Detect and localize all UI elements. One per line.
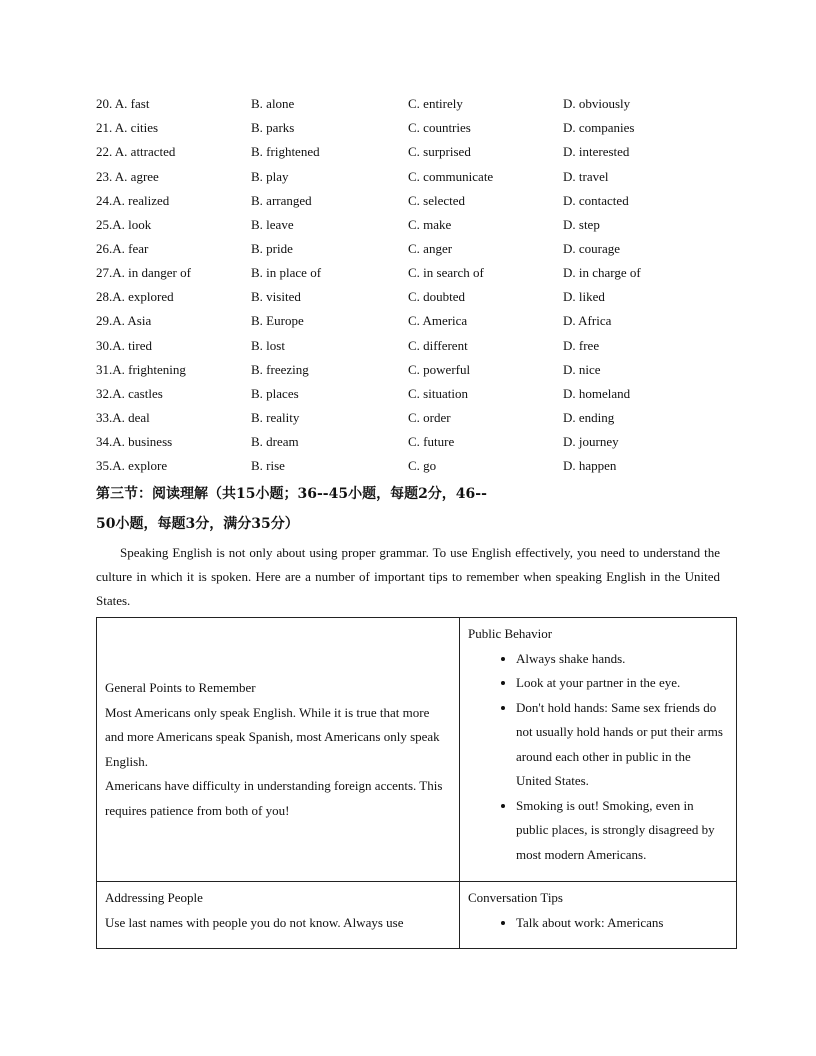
conversation-tips-title: Conversation Tips: [468, 890, 563, 905]
option-a: 21. A. cities: [96, 120, 159, 135]
list-item: • Talk about work: Americans: [516, 911, 728, 936]
option-a: 30.A. tired: [96, 338, 152, 353]
section-heading-line-1: 第三节：阅读理解（共15小题；36--45小题，每题2分，46--: [96, 486, 487, 502]
option-d: D. obviously: [563, 96, 631, 111]
option-row: [96, 334, 736, 358]
option-a: 32.A. castles: [96, 386, 163, 401]
option-d: D. happen: [563, 458, 617, 473]
option-b: B. reality: [251, 410, 300, 425]
general-points-paragraph: Most Americans only speak English. While it is true that more and more Americans speak Spanish, most Americans only speak English.: [105, 704, 440, 769]
option-c: C. communicate: [408, 169, 494, 184]
option-d: D. Africa: [563, 313, 612, 328]
option-d: D. free: [563, 338, 600, 353]
option-row: [96, 237, 736, 261]
option-row: [96, 358, 736, 382]
option-c: C. anger: [408, 241, 453, 256]
option-c: C. selected: [408, 193, 466, 208]
list-item: • Look at your partner in the eye.: [516, 671, 728, 696]
addressing-people-title: Addressing People: [105, 890, 203, 905]
intro-paragraph: Speaking English is not only about using proper grammar. To use English effectively, you need to understand the culture in which it is spoken. Here are a number of important tips to remember when speaking English in the United States.: [96, 545, 720, 608]
option-c: C. order: [408, 410, 451, 425]
option-b: B. lost: [251, 338, 285, 353]
option-b: B. pride: [251, 241, 293, 256]
option-c: C. future: [408, 434, 455, 449]
option-b: B. parks: [251, 120, 295, 135]
general-points-paragraph: Americans have difficulty in understanding foreign accents. This requires patience from both of you!: [105, 778, 443, 818]
option-a: 23. A. agree: [96, 169, 159, 184]
list-item: • Smoking is out! Smoking, even in public places, is strongly disagreed by most modern Americans.: [516, 794, 728, 868]
option-a: 35.A. explore: [96, 458, 168, 473]
option-c: C. entirely: [408, 96, 463, 111]
option-b: B. frightened: [251, 144, 320, 159]
table-row: [97, 618, 737, 882]
general-points-title: General Points to Remember: [105, 680, 256, 695]
option-c: C. powerful: [408, 362, 471, 377]
option-b: B. in place of: [251, 265, 322, 280]
option-d: D. in charge of: [563, 265, 641, 280]
option-d: D. courage: [563, 241, 621, 256]
option-row: [96, 382, 736, 406]
option-a: 28.A. explored: [96, 289, 174, 304]
option-row: [96, 430, 736, 454]
table-row: [97, 882, 737, 949]
option-d: D. ending: [563, 410, 615, 425]
option-d: D. contacted: [563, 193, 629, 208]
option-d: D. liked: [563, 289, 605, 304]
option-row: [96, 406, 736, 430]
option-a: 25.A. look: [96, 217, 152, 232]
option-c: C. doubted: [408, 289, 466, 304]
addressing-people-cell: [97, 882, 460, 949]
option-c: C. in search of: [408, 265, 484, 280]
option-c: C. countries: [408, 120, 471, 135]
option-b: B. arranged: [251, 193, 312, 208]
option-b: B. freezing: [251, 362, 309, 377]
option-c: C. surprised: [408, 144, 471, 159]
option-row: [96, 261, 736, 285]
option-b: B. rise: [251, 458, 285, 473]
option-d: D. travel: [563, 169, 609, 184]
public-behavior-cell: [460, 618, 737, 882]
option-a: 33.A. deal: [96, 410, 150, 425]
option-d: D. companies: [563, 120, 635, 135]
option-a: 29.A. Asia: [96, 313, 152, 328]
option-a: 22. A. attracted: [96, 144, 176, 159]
conversation-tips-list: [468, 911, 728, 936]
option-a: 20. A. fast: [96, 96, 150, 111]
option-c: C. different: [408, 338, 468, 353]
addressing-people-text: Use last names with people you do not know. Always use: [105, 914, 404, 930]
option-b: B. leave: [251, 217, 294, 232]
option-b: B. places: [251, 386, 299, 401]
option-b: B. alone: [251, 96, 295, 111]
option-row: [96, 140, 736, 164]
option-d: D. interested: [563, 144, 630, 159]
option-row: [96, 309, 736, 333]
option-a: 27.A. in danger of: [96, 265, 191, 280]
option-row: [96, 454, 736, 478]
list-item: • Always shake hands.: [516, 647, 728, 672]
option-b: B. visited: [251, 289, 301, 304]
option-d: D. nice: [563, 362, 601, 377]
option-d: D. journey: [563, 434, 619, 449]
option-d: D. step: [563, 217, 600, 232]
section-heading-line-2: 50小题，每题3分，满分35分）: [96, 516, 299, 532]
option-a: 31.A. frightening: [96, 362, 186, 377]
option-row: [96, 213, 736, 237]
option-b: B. dream: [251, 434, 299, 449]
tips-table: [96, 617, 737, 949]
option-a: 24.A. realized: [96, 193, 170, 208]
option-a: 26.A. fear: [96, 241, 149, 256]
general-points-cell: [97, 618, 460, 882]
option-a: 34.A. business: [96, 434, 173, 449]
public-behavior-title: Public Behavior: [468, 626, 553, 641]
option-c: C. go: [408, 458, 437, 473]
option-c: C. make: [408, 217, 452, 232]
option-b: B. play: [251, 169, 289, 184]
option-c: C. situation: [408, 386, 468, 401]
option-c: C. America: [408, 313, 468, 328]
option-row: [96, 189, 736, 213]
option-row: [96, 165, 736, 189]
option-row: [96, 92, 736, 116]
option-row: [96, 285, 736, 309]
option-row: [96, 116, 736, 140]
option-b: B. Europe: [251, 313, 304, 328]
conversation-tips-cell: [460, 882, 737, 949]
list-item: • Don't hold hands: Same sex friends do not usually hold hands or put their arms around each other in public in the United States.: [516, 696, 728, 794]
option-d: D. homeland: [563, 386, 631, 401]
public-behavior-list: [468, 647, 728, 868]
